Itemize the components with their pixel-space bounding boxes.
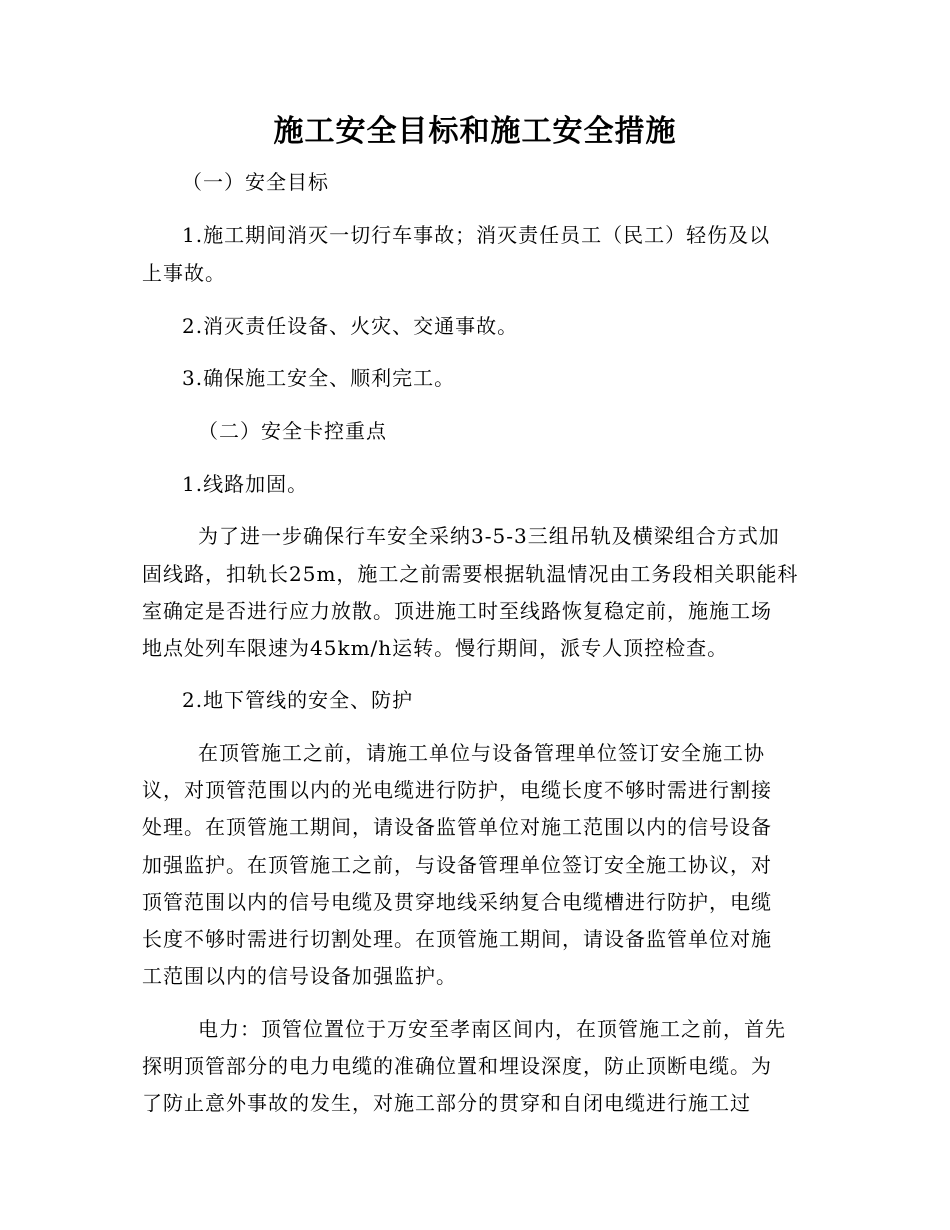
paragraph-line: 1.线路加固。 — [182, 472, 309, 496]
paragraph-line: 上事故。 — [142, 261, 226, 285]
section-heading-safety-goals: （一）安全目标 — [182, 170, 329, 194]
document-title: 施工安全目标和施工安全措施 — [273, 114, 677, 149]
paragraph-line: 2.消灭责任设备、火灾、交通事故。 — [182, 314, 519, 338]
paragraph-line: 加强监护。在顶管施工之前，与设备管理单位签订安全施工协议，对 — [142, 853, 772, 877]
paragraph-line: 电力：顶管位置位于万安至孝南区间内，在顶管施工之前，首先 — [198, 1017, 786, 1041]
paragraph-line: 3.确保施工安全、顺利完工。 — [182, 366, 456, 390]
paragraph-line: 顶管范围以内的信号电缆及贯穿地线采纳复合电缆槽进行防护，电缆 — [142, 890, 772, 914]
paragraph-line: 2.地下管线的安全、防护 — [182, 688, 414, 712]
paragraph-line: 长度不够时需进行切割处理。在顶管施工期间，请设备监管单位对施 — [142, 927, 772, 951]
paragraph-line: 探明顶管部分的电力电缆的准确位置和埋设深度，防止顶断电缆。为 — [142, 1054, 772, 1078]
paragraph-line: 了防止意外事故的发生，对施工部分的贯穿和自闭电缆进行施工过 — [142, 1091, 751, 1115]
paragraph-line: 固线路，扣轨长25m，施工之前需要根据轨温情况由工务段相关职能科 — [142, 562, 799, 586]
paragraph-line: 议，对顶管范围以内的光电缆进行防护，电缆长度不够时需进行割接 — [142, 778, 772, 802]
paragraph-line: 为了进一步确保行车安全采纳3-5-3三组吊轨及横梁组合方式加 — [198, 524, 780, 548]
paragraph-line: 地点处列车限速为45km/h运转。慢行期间，派专人顶控检查。 — [142, 636, 729, 660]
section-heading-key-controls: （二）安全卡控重点 — [198, 419, 387, 443]
paragraph-line: 在顶管施工之前，请施工单位与设备管理单位签订安全施工协 — [198, 741, 765, 765]
paragraph-line: 室确定是否进行应力放散。顶进施工时至线路恢复稳定前，施施工场 — [142, 599, 772, 623]
paragraph-line: 工范围以内的信号设备加强监护。 — [142, 964, 457, 988]
paragraph-line: 处理。在顶管施工期间，请设备监管单位对施工范围以内的信号设备 — [142, 815, 772, 839]
paragraph-line: 1.施工期间消灭一切行车事故；消灭责任员工（民工）轻伤及以 — [182, 223, 771, 247]
